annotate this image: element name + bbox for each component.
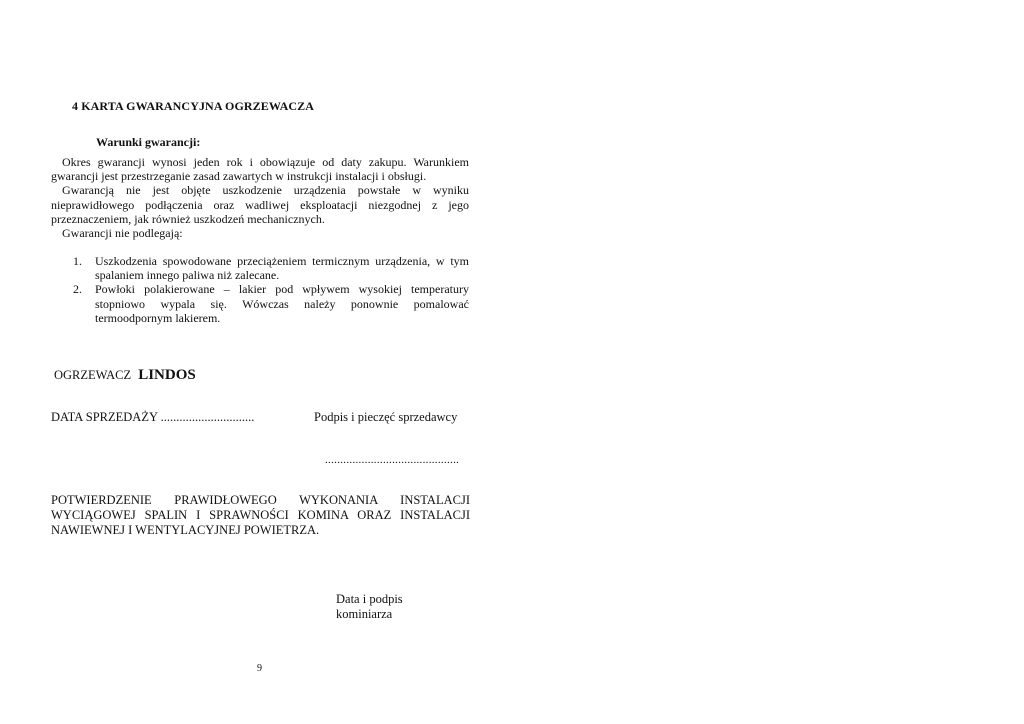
list-item <box>51 282 469 325</box>
chimney-sweep-signature <box>336 592 403 622</box>
list-item-text: Uszkodzenia spowodowane przeciążeniem termicznym urządzenia, w tym spalaniem innego paliwa niż zalecane. <box>95 254 469 283</box>
seller-signature-label: Podpis i pieczęć sprzedawcy <box>314 410 458 424</box>
warranty-conditions-heading: Warunki gwarancji: <box>96 135 201 149</box>
list-item-number: 1. <box>73 254 82 268</box>
section-heading: 4 KARTA GWARANCYJNA OGRZEWACZA <box>72 99 315 113</box>
list-item-number: 2. <box>73 282 82 297</box>
installation-confirmation-text: POTWIERDZENIE PRAWIDŁOWEGO WYKONANIA INSTALACJI WYCIĄGOWEJ SPALIN I SPRAWNOŚCI KOMINA ORAZ INSTALACJI NAWIEWNEJ I WENTYLACYJNEJ POWIETRZA. <box>51 493 470 537</box>
list-item-text: Powłoki polakierowane – lakier pod wpływem wysokiej temperatury stopniowo wypala się. Wówczas należy ponownie pomalować termoodpornym lakierem. <box>95 282 469 325</box>
exclusions-list <box>51 254 469 325</box>
chimney-sweep-signature-line2: kominiarza <box>336 607 393 621</box>
sale-date-field: DATA SPRZEDAŻY .............................. <box>51 410 255 424</box>
seller-signature-line: ............................................ <box>325 454 460 466</box>
not-covered-intro: Gwarancji nie podlegają: <box>62 226 183 241</box>
list-item <box>51 254 469 282</box>
warranty-conditions-text <box>51 155 469 240</box>
warranty-exclusion-paragraph: Gwarancją nie jest objęte uszkodzenie urządzenia powstałe w wyniku nieprawidłowego podłączenia oraz wadliwej eksploatacji niezgodnej z jego przeznaczeniem, jak również uszkodzeń mechanicznych. <box>51 183 469 226</box>
product-label <box>54 367 196 384</box>
warranty-period-paragraph: Okres gwarancji wynosi jeden rok i obowiązuje od daty zakupu. Warunkiem gwarancji jest przestrzeganie zasad zawartych w instrukcji instalacji i obsługi. <box>51 155 469 184</box>
installation-confirmation <box>51 493 470 538</box>
product-type: OGRZEWACZ <box>54 368 132 382</box>
page-number: 9 <box>257 663 262 674</box>
product-name: LINDOS <box>138 367 196 383</box>
chimney-sweep-signature-line1: Data i podpis <box>336 592 403 606</box>
